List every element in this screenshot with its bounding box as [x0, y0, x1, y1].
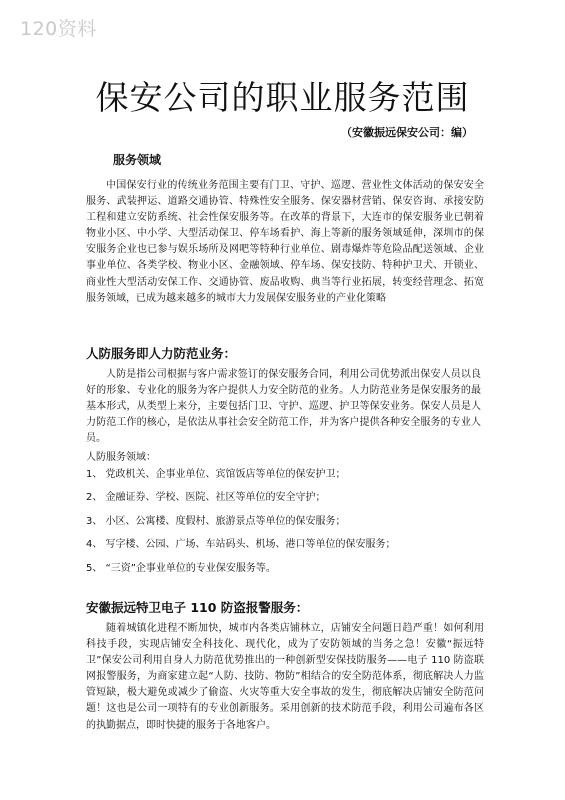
byline: （安徽振远保安公司：编）: [341, 126, 473, 139]
section-heading-alarm-service: 安徽振远特卫电子 110 防盗报警服务：: [86, 600, 309, 615]
page-title: 保安公司的职业服务范围: [95, 78, 470, 117]
paragraph-service-areas: 中国保安行业的传统业务范围主要有门卫、守护、巡逻、营业性文体活动的保安安全服务、武装押运、道路交通协管、特殊性安全服务、保安器材营销、保安咨询、承接安防工程和建立安防系统、社会性保安服务等。在改革的背景下，大连市的保安服务业已朝着物业小区、中小学、大型活动保卫、停车场看护、海上等新的服务领域延伸，深圳市的保安服务企业也已参与娱乐场所及网吧等特种行业单位、剧毒爆炸等危险品配送领域、企业事业单位、各类学校、物业小区、金融领域、停车场、保安技防、特种护卫犬、开锁业、商业性大型活动安保工作、交通协管、废品收购、典当等行业拓展，转变经营理念、拓宽服务领域，已成为越来越多的城市大力发展保安服务业的产业化策略: [86, 180, 484, 304]
section-heading-manpower: 人防服务即人力防范业务：: [86, 346, 237, 361]
list-item: 5、 “三资”企事业单位的专业保安服务等。: [86, 562, 276, 574]
paragraph-manpower: 人防是指公司根据与客户需求签订的保安服务合同，利用公司优势派出保安人员以良好的形象、专业化的服务为客户提供人力安全防范的业务。人力防范业务是保安服务的最基本形式，从类型上来分，主要包括门卫、守护、巡逻、护卫等保安业务。保安人员是人力防范工作的核心，是依法从事社会安全防范工作，并为客户提供各种安全服务的专业人员。: [86, 369, 481, 445]
list-item: 4、 写字楼、公园、广场、车站码头、机场、港口等单位的保安服务；: [86, 539, 396, 551]
list-item: 3、 小区、公寓楼、度假村、旅游景点等单位的保安服务；: [86, 515, 346, 527]
manpower-areas-list: [86, 467, 396, 584]
list-title-manpower-areas: 人防服务领域：: [86, 452, 156, 463]
section-heading-service-areas: 服务领域: [113, 153, 162, 167]
watermark: 120资料: [20, 18, 97, 40]
paragraph-alarm-service: 随着城镇化进程不断加快，城市内各类店铺林立，店铺安全问题日趋严重！如何利用科技手段，实现店铺安全科技化、现代化，成为了安防领域的当务之急！安徽“振远特卫”保安公司利用自身人力防范优势推出的一种创新型安保技防服务——电子 110 防盗联网报警服务，为商家建立起“人防、技防、物防”相结合的安全防范体系，彻底解决人力监管短缺，极大避免或减少了偷盗、火灾等重大安全事故的发生，彻底解决店铺安全防范问题！这也是公司一项特有的专业创新服务。采用创新的技术防范手段，利用公司遍布各区的执勤据点，即时快捷的服务于各地客户。: [86, 623, 484, 731]
list-item: 1、 党政机关、企事业单位、宾馆饭店等单位的保安护卫；: [86, 469, 346, 480]
list-item: 2、 金融证券、学校、医院、社区等单位的安全守护；: [86, 492, 326, 504]
